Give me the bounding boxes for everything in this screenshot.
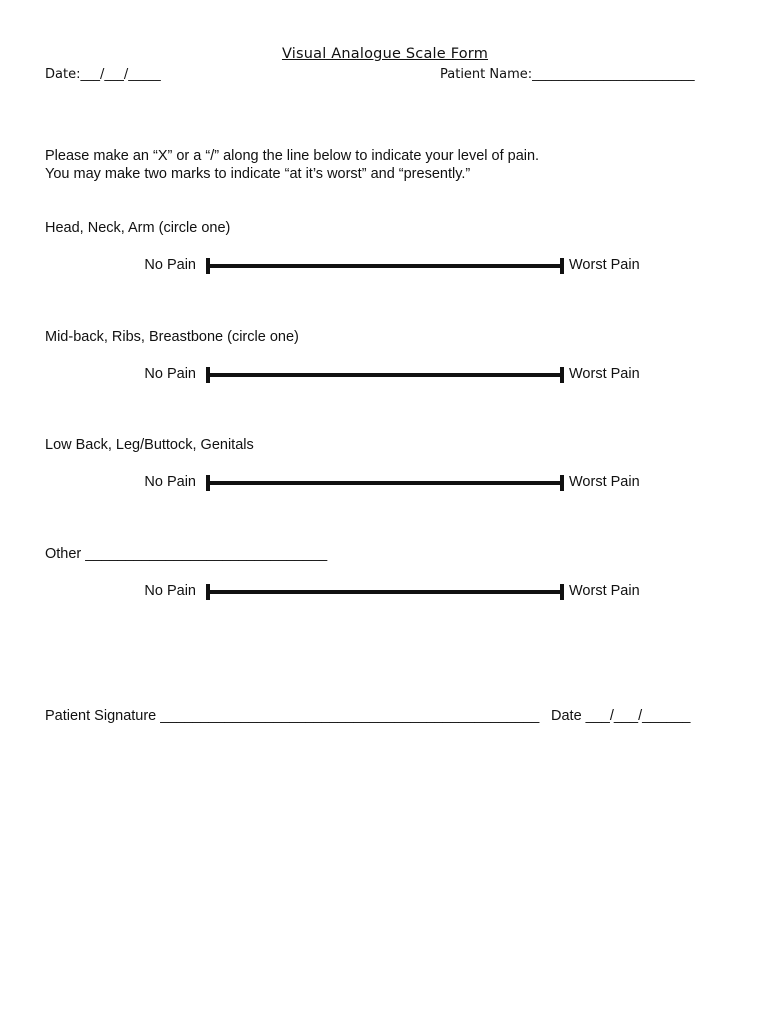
scale-end-tick	[560, 258, 564, 274]
patient-name-field[interactable]: Patient Name:_________________________	[440, 67, 695, 82]
date-field[interactable]: Date:___/___/_____	[45, 67, 161, 82]
worst-pain-label: Worst Pain	[569, 583, 640, 599]
worst-pain-label: Worst Pain	[569, 474, 640, 490]
instructions-line-2: You may make two marks to indicate “at it’s worst” and “presently.”	[45, 166, 471, 182]
scale-end-tick	[560, 584, 564, 600]
pain-scale-other[interactable]	[206, 582, 564, 602]
no-pain-label: No Pain	[144, 583, 196, 599]
pain-scale-low-back[interactable]	[206, 473, 564, 493]
scale-line[interactable]	[208, 481, 562, 485]
no-pain-label: No Pain	[144, 366, 196, 382]
section-label-low-back: Low Back, Leg/Buttock, Genitals	[45, 437, 254, 453]
worst-pain-label: Worst Pain	[569, 366, 640, 382]
pain-scale-mid-back[interactable]	[206, 365, 564, 385]
patient-signature-field[interactable]: Patient Signature _______________________________________________	[45, 708, 540, 724]
no-pain-label: No Pain	[144, 257, 196, 273]
section-label-mid-back[interactable]: Mid-back, Ribs, Breastbone (circle one)	[45, 329, 299, 345]
scale-line[interactable]	[208, 264, 562, 268]
scale-line[interactable]	[208, 373, 562, 377]
scale-end-tick	[560, 475, 564, 491]
pain-scale-head-neck-arm[interactable]	[206, 256, 564, 276]
signature-date-field[interactable]: Date ___/___/______	[551, 708, 691, 724]
instructions-line-1: Please make an “X” or a “/” along the line below to indicate your level of pain.	[45, 148, 540, 164]
no-pain-label: No Pain	[144, 474, 196, 490]
scale-end-tick	[560, 367, 564, 383]
worst-pain-label: Worst Pain	[569, 257, 640, 273]
form-title: Visual Analogue Scale Form	[281, 46, 489, 62]
section-label-head-neck-arm[interactable]: Head, Neck, Arm (circle one)	[45, 220, 231, 236]
scale-line[interactable]	[208, 590, 562, 594]
section-label-other[interactable]: Other ______________________________	[45, 546, 328, 562]
